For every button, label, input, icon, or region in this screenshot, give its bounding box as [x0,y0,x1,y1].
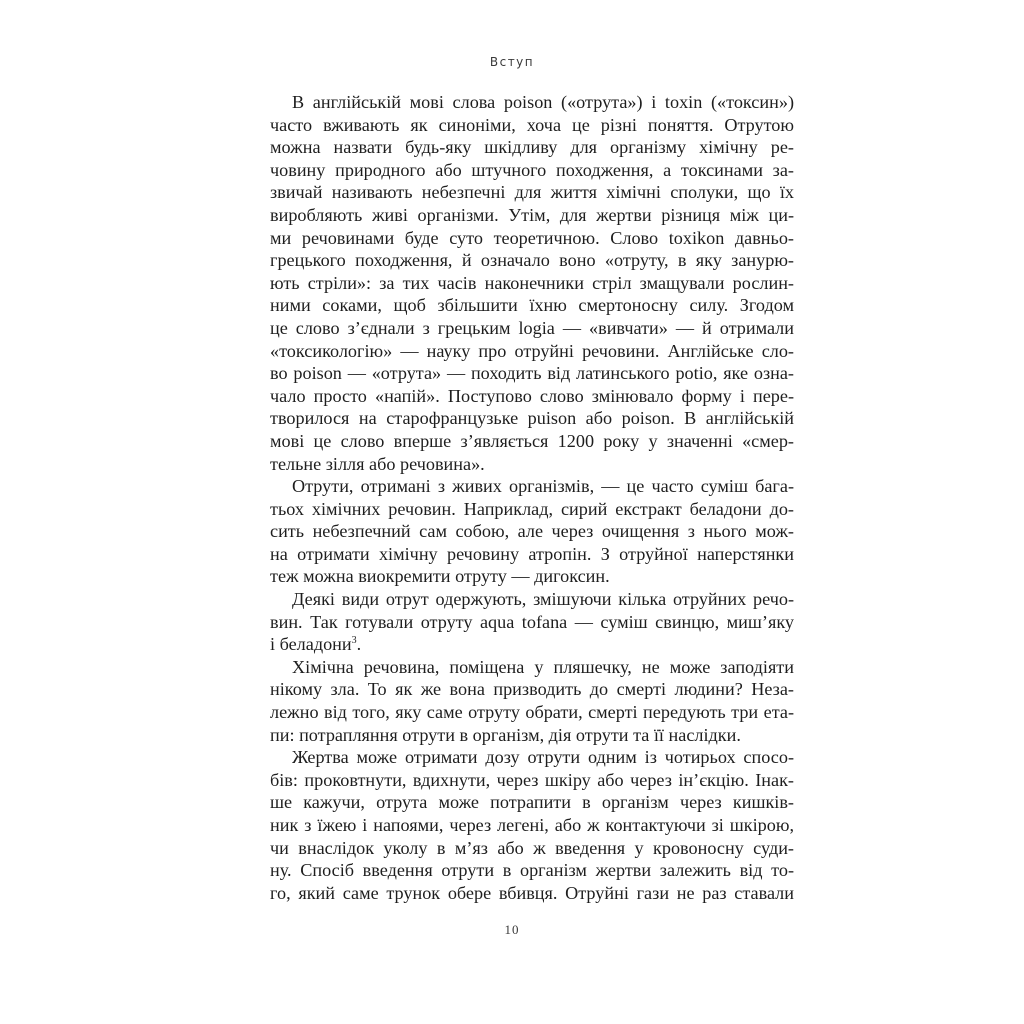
running-head: Вступ [489,55,535,69]
text-line: ник з їжею і напоями, через легені, або ж контактуючи зі шкірою, [270,815,794,835]
text-line: можна назвати будь-яку шкідливу для організму хімічну ре- [270,137,794,158]
text-line: мові це слово вперше з’являється 1200 року у значенні «смер- [270,430,794,451]
footnote-reference[interactable]: 3 [351,635,357,647]
text-line: ше кажучи, отрута може потрапити в організм через кишків- [270,792,794,813]
text-line: на отримати хімічну речовину атропін. З отруйної наперстянки [270,543,794,564]
text-line: вин. Так готували отруту aqua tofana — суміш свинцю, миш’яку [270,611,794,632]
text-line: чи внаслідок уколу в м’яз або ж введення у кровоносну суди- [270,837,794,858]
body-text [270,91,794,904]
paragraph-5 [270,746,794,904]
text-line: нікому зла. То як же вона призводить до смерті людини? Неза- [270,679,794,700]
text-line: ними соками, щоб збільшити їхню смертоносну силу. Згодом [270,295,794,316]
text-line: ну. Спосіб введення отрути в організм жертви залежить від то- [270,860,794,881]
text-line: «токсикологію» — науку про отруйні речовини. Англійське сло- [270,340,794,361]
text-line: бів: проковтнути, вдихнути, через шкіру або через ін’єкцію. Інак- [270,769,794,790]
text-line: теж можна виокремити отруту — дигоксин. [270,566,610,587]
text-line: човину природного або штучного походження, а токсинами за- [270,159,794,180]
text-line: чало просто «напій». Поступово слово змінювало форму і пере- [270,385,794,406]
text-line: Отрути, отримані з живих організмів, — це часто суміш бага- [292,476,794,497]
page-number: 10 [504,922,520,937]
text-line: го, який саме трунок обере вбивця. Отруйні гази не раз ставали [270,882,794,903]
text-line: Жертва може отримати дозу отрути одним із чотирьох спосо- [292,747,794,768]
text-line: тьох хімічних речовин. Наприклад, сирий екстракт беладони до- [270,498,794,519]
text-line: творилося на старофранцузьке puison або poison. В англійській [270,408,794,429]
text-line [270,633,794,656]
text-line: ми речовинами буде суто теоретичною. Слово toxikon давньо- [270,227,794,248]
text-line: В англійській мові слова poison («отрута») і toxin («токсин») [292,92,794,112]
text-line: тельне зілля або речовина». [270,453,485,474]
paragraph-2 [270,475,794,588]
text-line: грецького походження, й означало воно «отруту, в яку занурю- [270,250,794,271]
text-fragment: . [356,634,362,655]
text-line: во poison — «отрута» — походить від латинського potio, яке озна- [270,363,794,384]
text-fragment: і беладони [270,634,352,655]
text-line: сить небезпечний сам собою, але через очищення з нього мож- [270,521,794,542]
text-line: Хімічна речовина, поміщена у пляшечку, не може заподіяти [292,656,794,677]
paragraph-3 [270,588,794,656]
text-line: часто вживають як синоніми, хоча це різні поняття. Отрутою [270,114,794,135]
text-line: пи: потрапляння отрути в організм, дія отрути та її наслідки. [270,724,741,745]
text-line: лежно від того, яку саме отруту обрати, смерті передують три ета- [270,702,794,723]
paragraph-1 [270,91,794,475]
text-line: ють стріли»: за тих часів наконечники стріл змащували рослин- [270,272,794,293]
text-line: виробляють живі організми. Утім, для жертви різниця між ци- [270,204,794,225]
text-line: звичай називають небезпечні для життя хімічні сполуки, що їх [270,182,794,203]
paragraph-4 [270,656,794,746]
text-line: Деякі види отрут одержують, змішуючи кілька отруйних речо- [292,589,794,610]
text-line: це слово з’єднали з грецьким logia — «вивчати» — й отримали [270,317,794,338]
